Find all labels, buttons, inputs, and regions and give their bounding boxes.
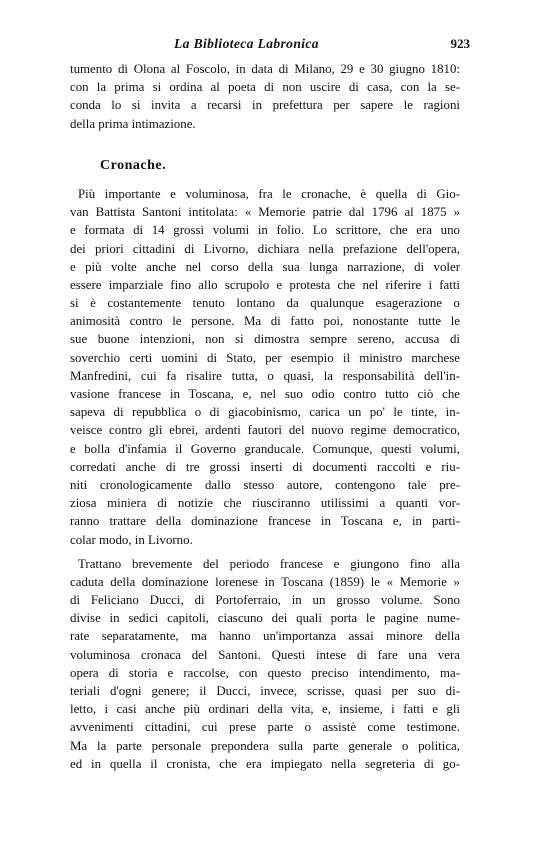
text-line: opera di storia e raccolse, con questo preciso intendimento, ma- bbox=[70, 665, 460, 680]
text-line: e formata di 14 grossi volumi in folio. Lo scrittore, che era uno bbox=[70, 223, 460, 238]
text-line: rate separatamente, ma hanno un'importanza assai minore della bbox=[70, 629, 460, 644]
text-line: conda lo si invita a recarsi in prefettura per sapere le ragioni bbox=[70, 98, 460, 113]
text-line: divise in sedici capitoli, ciascuno dei quali porta le pagine nume- bbox=[70, 611, 460, 626]
text-line: soverchio certi uomini di Stato, per esempio il ministro marchese bbox=[70, 350, 460, 365]
text-line: essere imparziale fino allo scrupolo e protesta che nel riferire i fatti bbox=[70, 277, 460, 292]
text-line: van Battista Santoni intitolata: « Memorie patrie dal 1796 al 1875 » bbox=[70, 205, 460, 220]
text-line: voluminosa cronaca del Santoni. Questi intese di fare una vera bbox=[70, 647, 460, 662]
text-line: dei priori cittadini di Livorno, dichiara nella prefazione dell'opera, bbox=[70, 241, 460, 256]
text-line: Più importante e voluminosa, fra le cronache, è quella di Gio- bbox=[78, 186, 460, 201]
text-line: colar modo, in Livorno. bbox=[70, 532, 193, 547]
text-line: avvenimenti cittadini, cui prese parte o assistè come testimone. bbox=[70, 720, 460, 735]
text-line: e più volte anche nel corso della sua lunga narrazione, di voler bbox=[70, 259, 460, 274]
text-line: e bolla d'infamia il Governo granducale. Comunque, questi volumi, bbox=[70, 441, 460, 456]
text-line: letto, i casi anche più ordinari della vita, e, insieme, i fatti e gli bbox=[70, 702, 460, 717]
text-line: si è costantemente tenuto lontano da qualunque esagerazione o bbox=[70, 296, 460, 311]
text-line: animosità contro le persone. Ma di fatto poi, nonostante tutte le bbox=[70, 314, 460, 329]
intro-paragraph bbox=[70, 60, 460, 133]
text-line: veisce contro gli ebrei, ardenti fautori del nuovo regime democratico, bbox=[70, 423, 460, 438]
text-line: ed in quella il cronista, che era impiegato nella segreteria di go- bbox=[70, 756, 460, 771]
paragraph-santoni bbox=[70, 185, 460, 549]
text-line: niti cronologicamente dallo stesso autore, contengono tale pre- bbox=[70, 477, 460, 492]
text-line: vasione francese in Toscana, e, nel suo odio contro tutto ciò che bbox=[70, 387, 460, 402]
text-line: di Feliciano Ducci, di Portoferraio, in un grosso volume. Sono bbox=[70, 593, 460, 608]
text-line: teriali d'ogni genere; il Ducci, invece, scrisse, quasi per suo di- bbox=[70, 684, 460, 699]
text-line: caduta della dominazione lorenese in Toscana (1859) le « Memorie » bbox=[70, 574, 460, 589]
text-line: tumento di Olona al Foscolo, in data di Milano, 29 e 30 giugno 1810: bbox=[70, 62, 460, 76]
text-line: Trattano brevemente del periodo francese e giungono fino alla bbox=[78, 556, 460, 571]
body-text bbox=[70, 60, 460, 773]
page-header bbox=[70, 36, 470, 56]
paragraph-ducci bbox=[70, 555, 460, 773]
section-heading: Cronache. bbox=[100, 157, 167, 173]
text-line: sue buone intenzioni, non si dimostra sempre sereno, accusa di bbox=[70, 332, 460, 347]
text-line: con la prima si ordina al poeta di non uscire di casa, con la se- bbox=[70, 80, 460, 95]
page-number: 923 bbox=[450, 36, 470, 51]
text-line: ziosa miniera di notizie che riusciranno utilissimi a quanti vor- bbox=[70, 496, 460, 511]
text-line: corredati anche di tre grossi inserti di documenti raccolti e riu- bbox=[70, 459, 460, 474]
text-line: della prima intimazione. bbox=[70, 116, 196, 131]
text-line: sapeva di repubblica o di giacobinismo, carica un po' le tinte, in- bbox=[70, 405, 460, 420]
running-title: La Biblioteca Labronica bbox=[174, 36, 319, 51]
text-line: ranno trattare della dominazione francese in Toscana e, in parti- bbox=[70, 514, 460, 529]
text-line: Ma la parte personale prepondera sulla parte generale o politica, bbox=[70, 738, 460, 753]
text-line: Manfredini, cui fa risalire tutta, o quasi, la responsabilità dell'in- bbox=[70, 368, 460, 383]
